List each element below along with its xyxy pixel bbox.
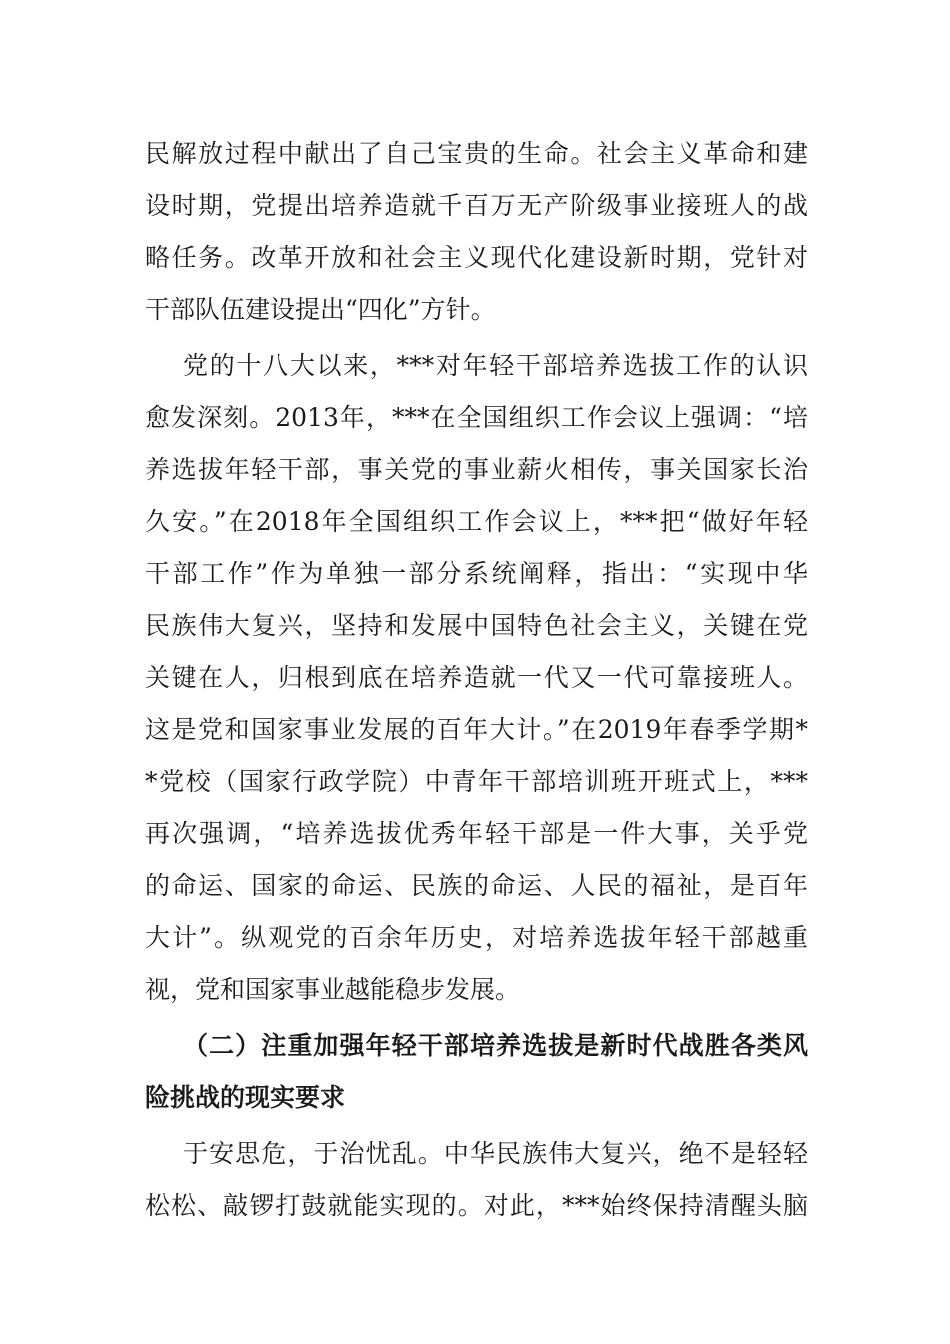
paragraph-line: 这是党和国家事业发展的百年大计。”在2019年春季学期* bbox=[145, 715, 808, 744]
paragraph-line: 干部队伍建设提出“四化”方针。 bbox=[145, 295, 496, 324]
paragraph-line: 略任务。改革开放和社会主义现代化建设新时期，党针对 bbox=[145, 243, 808, 272]
paragraph-line: 于安思危，于治忧乱。中华民族伟大复兴，绝不是轻轻 bbox=[183, 1139, 808, 1168]
paragraph-line: 设时期，党提出培养造就千百万无产阶级事业接班人的战 bbox=[145, 191, 808, 220]
paragraph-line: 大计”。纵观党的百余年历史，对培养选拔年轻干部越重 bbox=[145, 923, 808, 952]
section-heading: （二）注重加强年轻干部培养选拔是新时代战胜各类风 bbox=[183, 1031, 808, 1060]
paragraph-line: 民解放过程中献出了自己宝贵的生命。社会主义革命和建 bbox=[145, 139, 808, 168]
paragraph-line: 干部工作”作为单独一部分系统阐释，指出：“实现中华 bbox=[145, 559, 808, 588]
paragraph-line: 再次强调，“培养选拔优秀年轻干部是一件大事，关乎党 bbox=[145, 819, 808, 848]
paragraph-line: 党的十八大以来，***对年轻干部培养选拔工作的认识 bbox=[183, 351, 808, 380]
paragraph-line: 愈发深刻。2013年，***在全国组织工作会议上强调：“培 bbox=[145, 403, 808, 432]
paragraph-line: 松松、敲锣打鼓就能实现的。对此，***始终保持清醒头脑 bbox=[145, 1191, 808, 1220]
paragraph-line: 养选拔年轻干部，事关党的事业薪火相传，事关国家长治 bbox=[145, 455, 808, 484]
paragraph-line: *党校（国家行政学院）中青年干部培训班开班式上，*** bbox=[145, 767, 808, 796]
paragraph-line: 关键在人，归根到底在培养造就一代又一代可靠接班人。 bbox=[145, 663, 808, 692]
paragraph-line: 的命运、国家的命运、民族的命运、人民的福祉，是百年 bbox=[145, 871, 808, 900]
paragraph-line: 视，党和国家事业越能稳步发展。 bbox=[145, 975, 521, 1004]
section-heading: 险挑战的现实要求 bbox=[145, 1083, 346, 1112]
paragraph-line: 久安。”在2018年全国组织工作会议上，***把“做好年轻 bbox=[145, 507, 808, 536]
paragraph-line: 民族伟大复兴，坚持和发展中国特色社会主义，关键在党 bbox=[145, 611, 808, 640]
